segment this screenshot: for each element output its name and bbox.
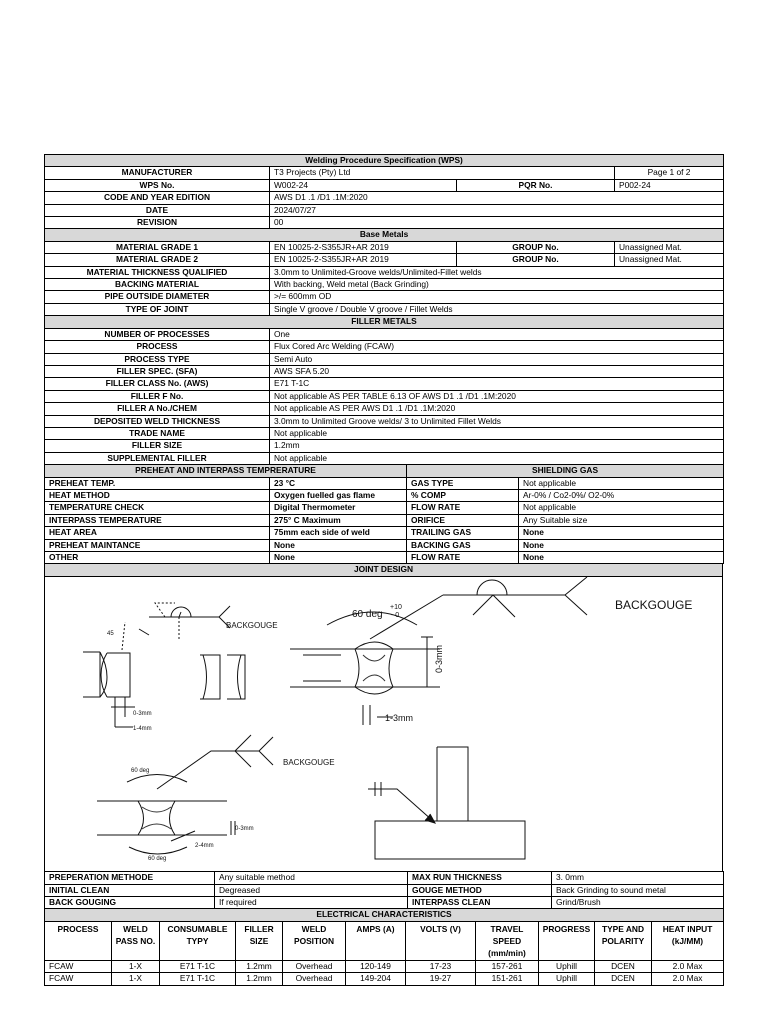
row-value: >/= 600mm OD bbox=[270, 291, 724, 303]
group1-label: GROUP No. bbox=[457, 241, 615, 253]
row-label: TEMPERATURE CHECK bbox=[45, 502, 270, 514]
row-label: TRAILING GAS bbox=[407, 527, 519, 539]
row-value: None bbox=[519, 552, 724, 564]
preheat-table bbox=[44, 464, 724, 564]
row-value: Not applicable AS PER AWS D1 .1 /D1 .1M:2020 bbox=[270, 403, 724, 415]
cell: FCAW bbox=[45, 973, 112, 985]
cell: 1.2mm bbox=[236, 973, 283, 985]
row-label: BACK GOUGING bbox=[45, 897, 215, 909]
filler-row bbox=[45, 452, 724, 464]
row-value: AWS SFA 5.20 bbox=[270, 365, 724, 377]
group2-value: Unassigned Mat. bbox=[615, 254, 724, 266]
grade1-value: EN 10025-2-S355JR+AR 2019 bbox=[270, 241, 457, 253]
row-label: PREHEAT MAINTANCE bbox=[45, 539, 270, 551]
base-metal-row bbox=[45, 303, 724, 315]
col-header: PROGRESS bbox=[539, 921, 595, 960]
row-value: Oxygen fuelled gas flame bbox=[270, 489, 407, 501]
filler-row bbox=[45, 403, 724, 415]
row-label: PIPE OUTSIDE DIAMETER bbox=[45, 291, 270, 303]
base-metal-row bbox=[45, 279, 724, 291]
filler-metals-heading: FILLER METALS bbox=[45, 316, 724, 328]
row-value: Any Suitable size bbox=[519, 514, 724, 526]
row-label: SUPPLEMENTAL FILLER bbox=[45, 452, 270, 464]
row-value: Single V groove / Double V groove / Fillet Welds bbox=[270, 303, 724, 315]
row-label: BACKING MATERIAL bbox=[45, 279, 270, 291]
cell: 19-27 bbox=[406, 973, 476, 985]
label-backgouge-small: BACKGOUGE bbox=[226, 620, 278, 630]
row-value: Not applicable bbox=[519, 477, 724, 489]
code-label: CODE AND YEAR EDITION bbox=[45, 192, 270, 204]
col-header: WELD POSITION bbox=[283, 921, 346, 960]
filler-row bbox=[45, 378, 724, 390]
row-label: GOUGE METHOD bbox=[408, 884, 552, 896]
col-header: TRAVEL SPEED (mm/min) bbox=[476, 921, 539, 960]
row-label: FILLER SIZE bbox=[45, 440, 270, 452]
row-label: INTERPASS TEMPERATURE bbox=[45, 514, 270, 526]
row-label: FILLER F No. bbox=[45, 390, 270, 402]
row-value: Not applicable bbox=[270, 427, 724, 439]
group2-label: GROUP No. bbox=[457, 254, 615, 266]
row-label: INITIAL CLEAN bbox=[45, 884, 215, 896]
document-title: Welding Procedure Specification (WPS) bbox=[45, 155, 724, 167]
row-label: TYPE OF JOINT bbox=[45, 303, 270, 315]
row-value: E71 T-1C bbox=[270, 378, 724, 390]
label-gap-0-3mm-b: 0-3mm bbox=[235, 825, 254, 832]
cell: 2.0 Max bbox=[652, 973, 724, 985]
label-angle-45: 45 bbox=[107, 630, 114, 637]
label-gap-0-3mm: 0-3mm bbox=[133, 710, 152, 717]
joint-design-svg bbox=[45, 577, 722, 868]
row-value: Any suitable method bbox=[215, 872, 408, 884]
preheat-row bbox=[45, 489, 724, 501]
cell: E71 T-1C bbox=[160, 960, 236, 972]
grade2-value: EN 10025-2-S355JR+AR 2019 bbox=[270, 254, 457, 266]
col-header: PROCESS bbox=[45, 921, 112, 960]
joint-design-drawing bbox=[45, 576, 723, 871]
row-label: BACKING GAS bbox=[407, 539, 519, 551]
row-value: 75mm each side of weld bbox=[270, 527, 407, 539]
cell: DCEN bbox=[595, 973, 652, 985]
cell: 17-23 bbox=[406, 960, 476, 972]
row-value: Flux Cored Arc Welding (FCAW) bbox=[270, 341, 724, 353]
cell: 151-261 bbox=[476, 973, 539, 985]
shielding-gas-heading: SHIELDING GAS bbox=[407, 465, 724, 477]
row-value: 23 °C bbox=[270, 477, 407, 489]
cell: 1-X bbox=[112, 973, 160, 985]
col-header: WELD PASS NO. bbox=[112, 921, 160, 960]
row-value: None bbox=[270, 552, 407, 564]
row-value: Digital Thermometer bbox=[270, 502, 407, 514]
joint-design-table bbox=[44, 563, 723, 872]
code-value: AWS D1 .1 /D1 .1M:2020 bbox=[270, 192, 724, 204]
col-header: TYPE AND POLARITY bbox=[595, 921, 652, 960]
row-value: 3.0mm to Unlimited-Groove welds/Unlimited-Fillet welds bbox=[270, 266, 724, 278]
cell: FCAW bbox=[45, 960, 112, 972]
row-label: FILLER SPEC. (SFA) bbox=[45, 365, 270, 377]
filler-row bbox=[45, 390, 724, 402]
row-label: MAX RUN THICKNESS bbox=[408, 872, 552, 884]
row-label: DEPOSITED WELD THICKNESS bbox=[45, 415, 270, 427]
cell: 120-149 bbox=[346, 960, 406, 972]
weld-sketch-4 bbox=[368, 747, 525, 859]
filler-row bbox=[45, 365, 724, 377]
preheat-heading: PREHEAT AND INTERPASS TEMPRERATURE bbox=[45, 465, 407, 477]
electrical-heading: ELECTRICAL CHARACTERISTICS bbox=[45, 909, 724, 921]
row-value: If required bbox=[215, 897, 408, 909]
cell: Overhead bbox=[283, 973, 346, 985]
weld-sketch-1 bbox=[83, 603, 245, 727]
cell: 149-204 bbox=[346, 973, 406, 985]
row-label: FLOW RATE bbox=[407, 552, 519, 564]
row-value: None bbox=[519, 539, 724, 551]
revision-value: 00 bbox=[270, 217, 724, 229]
preparation-table bbox=[44, 871, 724, 909]
row-value: Ar-0% / Co2-0%/ O2-0% bbox=[519, 489, 724, 501]
cell: 2.0 Max bbox=[652, 960, 724, 972]
row-value: 3.0mm to Unlimited Groove welds/ 3 to Unlimited Fillet Welds bbox=[270, 415, 724, 427]
prep-row bbox=[45, 884, 724, 896]
filler-row bbox=[45, 353, 724, 365]
row-value: Degreased bbox=[215, 884, 408, 896]
base-metals-heading: Base Metals bbox=[45, 229, 724, 241]
row-value: 1.2mm bbox=[270, 440, 724, 452]
row-label: FLOW RATE bbox=[407, 502, 519, 514]
preheat-row bbox=[45, 527, 724, 539]
cell: Uphill bbox=[539, 973, 595, 985]
row-label: INTERPASS CLEAN bbox=[408, 897, 552, 909]
row-label: % COMP bbox=[407, 489, 519, 501]
row-value: One bbox=[270, 328, 724, 340]
col-header: AMPS (A) bbox=[346, 921, 406, 960]
base-metal-row bbox=[45, 266, 724, 278]
joint-design-heading: JOINT DESIGN bbox=[45, 564, 723, 576]
row-value: Not applicable AS PER TABLE 6.13 OF AWS D1 .1 /D1 .1M:2020 bbox=[270, 390, 724, 402]
row-label: ORIFICE bbox=[407, 514, 519, 526]
base-metal-row bbox=[45, 291, 724, 303]
cell: Uphill bbox=[539, 960, 595, 972]
row-value: None bbox=[270, 539, 407, 551]
row-label: PREPERATION METHODE bbox=[45, 872, 215, 884]
filler-row bbox=[45, 415, 724, 427]
table-row bbox=[45, 973, 724, 985]
filler-row bbox=[45, 427, 724, 439]
label-backgouge-mid: BACKGOUGE bbox=[283, 757, 335, 767]
row-value: With backing, Weld metal (Back Grinding) bbox=[270, 279, 724, 291]
row-label: HEAT AREA bbox=[45, 527, 270, 539]
row-value: 275° C Maximum bbox=[270, 514, 407, 526]
label-depth-0-3mm: 0-3mm bbox=[434, 644, 444, 673]
wps-main-table bbox=[44, 154, 724, 465]
row-value: Back Grinding to sound metal bbox=[552, 884, 724, 896]
row-value: Not applicable bbox=[270, 452, 724, 464]
label-root-1-4mm: 1-4mm bbox=[133, 725, 152, 732]
row-label: TRADE NAME bbox=[45, 427, 270, 439]
label-angle-60b: 60 deg bbox=[131, 767, 150, 774]
row-label: GAS TYPE bbox=[407, 477, 519, 489]
col-header: VOLTS (V) bbox=[406, 921, 476, 960]
label-angle-60: 60 deg bbox=[352, 608, 383, 620]
label-backgouge-large: BACKGOUGE bbox=[615, 597, 693, 612]
prep-row bbox=[45, 897, 724, 909]
row-label: OTHER bbox=[45, 552, 270, 564]
date-value: 2024/07/27 bbox=[270, 204, 724, 216]
row-label: NUMBER OF PROCESSES bbox=[45, 328, 270, 340]
grade1-label: MATERIAL GRADE 1 bbox=[45, 241, 270, 253]
col-header: FILLER SIZE bbox=[236, 921, 283, 960]
electrical-table bbox=[44, 908, 724, 985]
row-value: Not applicable bbox=[519, 502, 724, 514]
label-tol-plus: +10 bbox=[390, 603, 402, 611]
cell: Overhead bbox=[283, 960, 346, 972]
preheat-row bbox=[45, 514, 724, 526]
col-header: CONSUMABLE TYPY bbox=[160, 921, 236, 960]
preheat-row bbox=[45, 539, 724, 551]
date-label: DATE bbox=[45, 204, 270, 216]
preheat-row bbox=[45, 477, 724, 489]
row-label: MATERIAL THICKNESS QUALIFIED bbox=[45, 266, 270, 278]
row-value: 3. 0mm bbox=[552, 872, 724, 884]
revision-label: REVISION bbox=[45, 217, 270, 229]
row-value: None bbox=[519, 527, 724, 539]
label-tol-minus: - 0 bbox=[391, 611, 400, 619]
row-label: PREHEAT TEMP. bbox=[45, 477, 270, 489]
row-label: PROCESS bbox=[45, 341, 270, 353]
label-root-1-3mm: 1-3mm bbox=[385, 712, 414, 723]
col-header: HEAT INPUT (kJ/MM) bbox=[652, 921, 724, 960]
label-angle-60c: 60 deg bbox=[148, 855, 167, 862]
prep-row bbox=[45, 872, 724, 884]
filler-row bbox=[45, 440, 724, 452]
preheat-row bbox=[45, 502, 724, 514]
row-value: Semi Auto bbox=[270, 353, 724, 365]
row-label: HEAT METHOD bbox=[45, 489, 270, 501]
manufacturer-label: MANUFACTURER bbox=[45, 167, 270, 179]
cell: 1-X bbox=[112, 960, 160, 972]
filler-row bbox=[45, 328, 724, 340]
grade2-label: MATERIAL GRADE 2 bbox=[45, 254, 270, 266]
wps-document bbox=[44, 154, 723, 986]
manufacturer-value: T3 Projects (Pty) Ltd bbox=[270, 167, 615, 179]
cell: E71 T-1C bbox=[160, 973, 236, 985]
pqr-value: P002-24 bbox=[615, 179, 724, 191]
preheat-row bbox=[45, 552, 724, 564]
label-root-2-4mm: 2-4mm bbox=[195, 842, 214, 849]
row-label: FILLER A No./CHEM bbox=[45, 403, 270, 415]
weld-sketch-3 bbox=[97, 735, 273, 854]
cell: 1.2mm bbox=[236, 960, 283, 972]
row-label: FILLER CLASS No. (AWS) bbox=[45, 378, 270, 390]
wps-label: WPS No. bbox=[45, 179, 270, 191]
row-value: Grind/Brush bbox=[552, 897, 724, 909]
row-label: PROCESS TYPE bbox=[45, 353, 270, 365]
page-number: Page 1 of 2 bbox=[615, 167, 724, 179]
pqr-label: PQR No. bbox=[457, 179, 615, 191]
filler-row bbox=[45, 341, 724, 353]
cell: 157-261 bbox=[476, 960, 539, 972]
cell: DCEN bbox=[595, 960, 652, 972]
wps-value: W002-24 bbox=[270, 179, 457, 191]
table-row bbox=[45, 960, 724, 972]
group1-value: Unassigned Mat. bbox=[615, 241, 724, 253]
